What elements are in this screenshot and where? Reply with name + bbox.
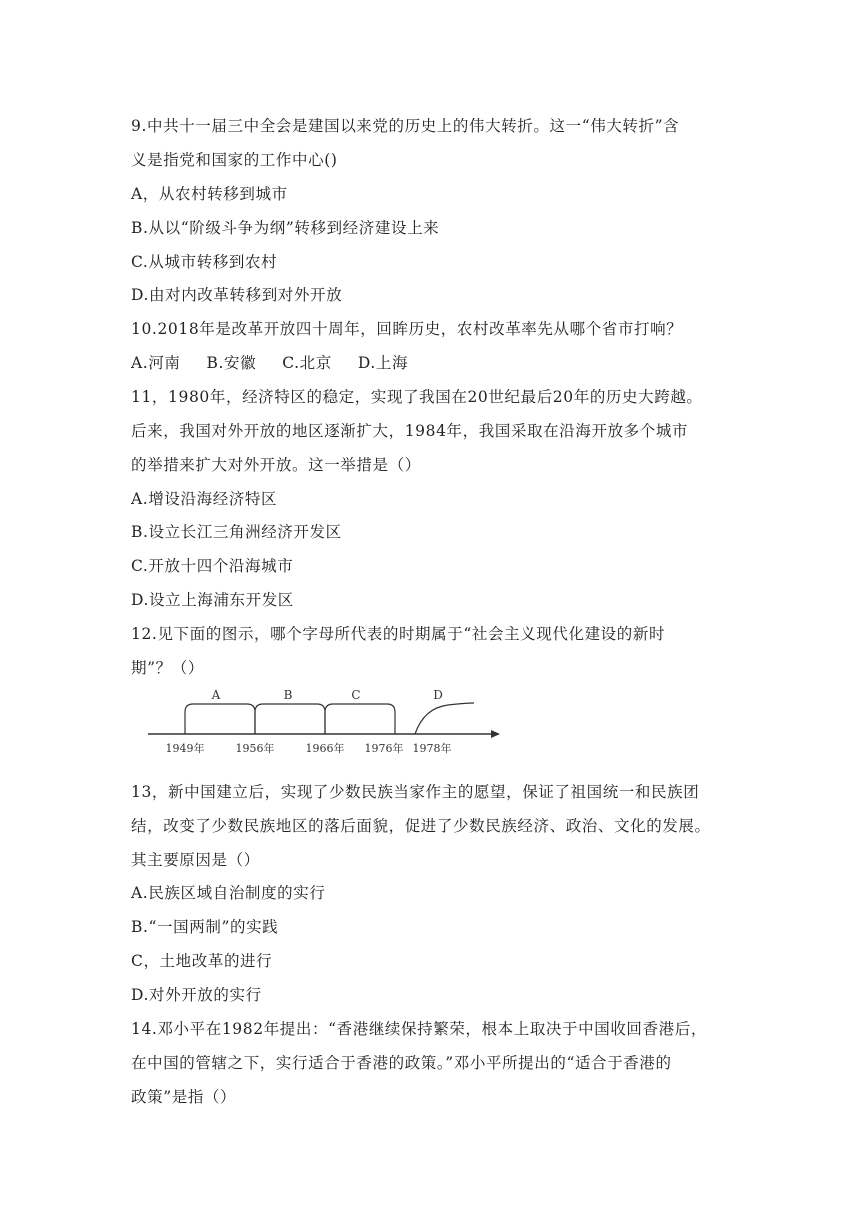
q13-option-a: A.民族区域自治制度的实行 xyxy=(131,884,326,902)
year-label-1978: 1978年 xyxy=(412,742,452,755)
q10-option-a: A.河南 xyxy=(131,354,181,372)
period-c-bracket xyxy=(325,704,395,734)
q13-stem-line-2: 结，改变了少数民族地区的落后面貌，促进了少数民族经济、政治、文化的发展。 xyxy=(131,817,711,835)
q14-stem-line-2: 在中国的管辖之下，实行适合于香港的政策。”邓小平所提出的“适合于香港的 xyxy=(131,1054,672,1072)
q13-option-d: D.对外开放的实行 xyxy=(131,986,262,1004)
q11-stem-line-3: 的举措来扩大对外开放。这一举措是（） xyxy=(131,456,421,474)
q10-option-c: C.北京 xyxy=(282,354,332,372)
q10-stem-line-1: 10.2018年是改革开放四十周年，回眸历史，农村改革率先从哪个省市打响？ xyxy=(131,320,683,338)
q11-stem-line-2: 后来，我国对外开放的地区逐渐扩大，1984年，我国采取在沿海开放多个城市 xyxy=(131,422,689,440)
period-a-bracket xyxy=(185,704,255,734)
q9-option-c: C.从城市转移到农村 xyxy=(131,253,278,271)
q9-stem-line-2: 义是指党和国家的工作中心() xyxy=(131,151,338,169)
period-d-curve xyxy=(415,703,474,734)
q12-stem-line-2: 期”？（） xyxy=(131,659,204,677)
period-b-bracket xyxy=(255,704,325,734)
q14-stem-line-1: 14.邓小平在1982年提出：“香港继续保持繁荣，根本上取决于中国收回香港后， xyxy=(131,1020,707,1038)
timeline-arrow-icon xyxy=(491,730,500,738)
period-label-d: D xyxy=(433,688,443,702)
q9-stem-line-1: 9.中共十一届三中全会是建国以来党的历史上的伟大转折。这一“伟大转折”含 xyxy=(131,117,680,135)
period-label-c: C xyxy=(351,688,361,702)
q12-stem-line-1: 12.见下面的图示，哪个字母所代表的时期属于“社会主义现代化建设的新时 xyxy=(131,625,666,643)
year-label-1949: 1949年 xyxy=(165,742,205,755)
period-label-b: B xyxy=(283,688,293,702)
q13-stem-line-3: 其主要原因是（） xyxy=(131,851,260,869)
q9-option-b: B.从以“阶级斗争为纲”转移到经济建设上来 xyxy=(131,219,440,237)
q9-option-d: D.由对内改革转移到对外开放 xyxy=(131,286,343,304)
q9-option-a: A，从农村转移到城市 xyxy=(131,185,288,203)
q13-option-c: C，土地改革的进行 xyxy=(131,952,273,970)
year-label-1976: 1976年 xyxy=(364,742,404,755)
q13-option-b: B.“一国两制”的实践 xyxy=(131,918,279,936)
q12-timeline-diagram xyxy=(148,684,508,760)
q14-stem-line-3: 政策”是指（） xyxy=(131,1088,237,1106)
q11-option-d: D.设立上海浦东开发区 xyxy=(131,591,294,609)
q11-option-c: C.开放十四个沿海城市 xyxy=(131,557,294,575)
year-label-1956: 1956年 xyxy=(235,742,275,755)
q11-option-a: A.增设沿海经济特区 xyxy=(131,490,278,508)
q13-stem-line-1: 13，新中国建立后，实现了少数民族当家作主的愿望，保证了祖国统一和民族团 xyxy=(131,783,700,801)
q10-option-d: D.上海 xyxy=(357,354,409,372)
q10-option-b: B.安徽 xyxy=(206,354,257,372)
q10-options xyxy=(131,353,731,373)
q11-stem-line-1: 11，1980年，经济特区的稳定，实现了我国在20世纪最后20年的历史大跨越。 xyxy=(131,388,703,406)
period-label-a: A xyxy=(211,688,221,702)
year-label-1966: 1966年 xyxy=(305,742,345,755)
q11-option-b: B.设立长江三角洲经济开发区 xyxy=(131,523,342,541)
